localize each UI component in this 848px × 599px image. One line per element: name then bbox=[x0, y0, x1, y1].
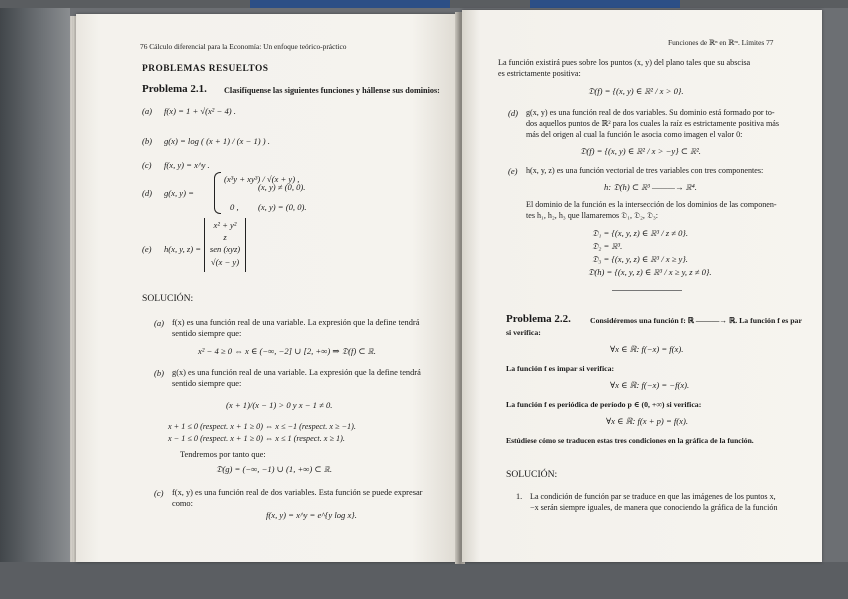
sol-a-formula: x² − 4 ≥ 0 ⇔ x ∈ (−∞, −2] ∪ [2, +∞) ⇒ 𝔇(f) ⊂ ℝ. bbox=[198, 346, 376, 356]
odd-line: La función f es impar si verifica: bbox=[506, 364, 615, 373]
item-b-label: (b) bbox=[142, 136, 153, 146]
sol-b-cond2: x − 1 ≤ 0 (respect. x + 1 ≥ 0) ⇔ x ≤ 1 (respect. x ≥ 1). bbox=[168, 434, 345, 443]
sol-c-label: (c) bbox=[154, 488, 164, 498]
sol-b-domain: 𝔇(g) = (−∞, −1) ∪ (1, +∞) ⊂ ℝ. bbox=[216, 464, 333, 474]
d-case1-cond: (x, y) ≠ (0, 0). bbox=[258, 182, 306, 192]
section-divider bbox=[612, 290, 682, 291]
e-label-right: (e) bbox=[508, 166, 518, 176]
item-e-label: (e) bbox=[142, 244, 152, 254]
item-d-label: (d) bbox=[142, 188, 153, 198]
dom3: 𝔇₃ = {(x, y, z) ∈ ℝ³ / x ≥ y}. bbox=[592, 254, 688, 264]
piecewise-brace bbox=[214, 172, 221, 214]
e-line1: h(x, y, z) es una función vectorial de tres variables con tres componentes: bbox=[526, 166, 764, 175]
scanner-dark-margin bbox=[0, 8, 70, 568]
item-b-formula: g(x) = log ( (x + 1) / (x − 1) ) . bbox=[164, 136, 270, 146]
sol1-line2: −x serán siempre iguales, de manera que conociendo la gráfica de la función bbox=[530, 503, 778, 512]
problem-statement: Clasifíquense las siguientes funciones y hállense sus dominios: bbox=[224, 86, 440, 95]
even-formula: ∀x ∈ ℝ: f(−x) = f(x). bbox=[610, 344, 684, 354]
d-line1: g(x, y) es una función real de dos variables. Su dominio está formado por to- bbox=[526, 108, 775, 117]
odd-formula: ∀x ∈ ℝ: f(−x) = −f(x). bbox=[610, 380, 690, 390]
sol1-line1: La condición de función par se traduce en que las imágenes de los puntos x, bbox=[530, 492, 776, 501]
sol-b-formula: (x + 1)/(x − 1) > 0 y x − 1 ≠ 0. bbox=[226, 400, 333, 410]
solution-title-left: SOLUCIÓN: bbox=[142, 293, 194, 304]
right-page bbox=[462, 10, 822, 562]
d-formula: 𝔇(f) = {(x, y) ∈ ℝ² / x > −y} ⊂ ℝ². bbox=[580, 146, 701, 156]
p1-line2: es estrictamente positiva: bbox=[498, 69, 581, 78]
sol-b-line2: sentido siempre que: bbox=[172, 379, 242, 388]
sol-b-conclude: Tendremos por tanto que: bbox=[180, 450, 266, 459]
sol1-label: 1. bbox=[516, 492, 523, 501]
sol-a-line1: f(x) es una función real de una variable. La expresión que la define tendrá bbox=[172, 318, 420, 327]
sol-b-cond1: x + 1 ≤ 0 (respect. x + 1 ≥ 0) ⇔ x ≤ −1 (respect. x ≥ −1). bbox=[168, 422, 356, 431]
scanner-blue-strip bbox=[250, 0, 450, 8]
problem2-line2: si verifica: bbox=[506, 328, 541, 337]
study-line: Estúdiese cómo se traducen estas tres condiciones en la gráfica de la función. bbox=[506, 436, 754, 445]
item-c-label: (c) bbox=[142, 160, 152, 170]
d-case2-cond: (x, y) = (0, 0). bbox=[258, 202, 307, 212]
d-line3: más del origen al cual la función le asocia como imagen el valor 0: bbox=[526, 130, 743, 139]
e-para2: tes h₁, h₂, h₃ que llamaremos 𝔇₁, 𝔇₂, 𝔇₃: bbox=[526, 211, 659, 220]
e-para1: El dominio de la función es la intersección de los dominios de las componen- bbox=[526, 200, 777, 209]
problem2-statement: Considéremos una función f: ℝ ———→ ℝ. La función f es par bbox=[590, 316, 802, 325]
dom1: 𝔇₁ = {(x, y, z) ∈ ℝ³ / z ≠ 0}. bbox=[592, 228, 688, 238]
dom2: 𝔇₂ = ℝ³. bbox=[592, 241, 623, 251]
d-case1: (x³y + xy³) / √(x + y) , bbox=[224, 174, 300, 184]
e-comp1: x² + y² bbox=[213, 220, 237, 230]
item-e-formula: h(x, y, z) = bbox=[164, 244, 202, 254]
sol-a-line2: sentido siempre que: bbox=[172, 329, 242, 338]
sol-c-line2: como: bbox=[172, 499, 193, 508]
problem-label: Problema 2.1. bbox=[142, 83, 207, 95]
sol-a-label: (a) bbox=[154, 318, 165, 328]
dom-h: 𝔇(h) = {(x, y, z) ∈ ℝ³ / x ≥ y, z ≠ 0}. bbox=[588, 267, 712, 277]
item-a-label: (a) bbox=[142, 106, 153, 116]
running-head-left: 76 Cálculo diferencial para la Economía: Un enfoque teórico-práctico bbox=[140, 42, 347, 51]
solution-title-right: SOLUCIÓN: bbox=[506, 469, 558, 480]
sol-c-formula: f(x, y) = x^y = e^{y log x}. bbox=[266, 510, 357, 520]
p1-line1: La función existirá pues sobre los puntos (x, y) del plano tales que su abscisa bbox=[498, 58, 751, 67]
scanner-bottom-shade bbox=[0, 562, 848, 599]
section-title: PROBLEMAS RESUELTOS bbox=[142, 64, 269, 74]
problem2-label: Problema 2.2. bbox=[506, 313, 571, 325]
e-comp4: √(x − y) bbox=[210, 257, 240, 267]
sol-b-label: (b) bbox=[154, 368, 165, 378]
item-d-formula: g(x, y) = bbox=[164, 188, 194, 198]
p1-formula: 𝔇(f) = {(x, y) ∈ ℝ² / x > 0}. bbox=[588, 86, 684, 96]
d-case2: 0 , bbox=[230, 202, 239, 212]
periodic-line: La función f es periódica de período p ∈ (0, +∞) si verifica: bbox=[506, 400, 702, 409]
periodic-formula: ∀x ∈ ℝ: f(x + p) = f(x). bbox=[606, 416, 688, 426]
item-a-formula: f(x) = 1 + √(x² − 4) . bbox=[164, 106, 236, 116]
d-line2: dos aquellos puntos de ℝ² para los cuales la raíz es estrictamente positiva más bbox=[526, 119, 780, 128]
sol-c-line1: f(x, y) es una función real de dos variables. Esta función se puede expresar bbox=[172, 488, 423, 497]
d-label-right: (d) bbox=[508, 108, 519, 118]
e-map: h: 𝔇(h) ⊂ ℝ³ ———→ ℝ⁴. bbox=[604, 182, 697, 192]
e-comp2: z bbox=[223, 232, 227, 242]
scanner-blue-strip-right bbox=[530, 0, 680, 8]
item-c-formula: f(x, y) = x^y . bbox=[164, 160, 210, 170]
left-page bbox=[76, 14, 458, 562]
sol-b-line1: g(x) es una función real de una variable. La expresión que la define tendrá bbox=[172, 368, 421, 377]
e-comp3: sen (xyz) bbox=[209, 244, 241, 254]
running-head-right: Funciones de ℝⁿ en ℝᵐ. Límites 77 bbox=[668, 38, 774, 47]
